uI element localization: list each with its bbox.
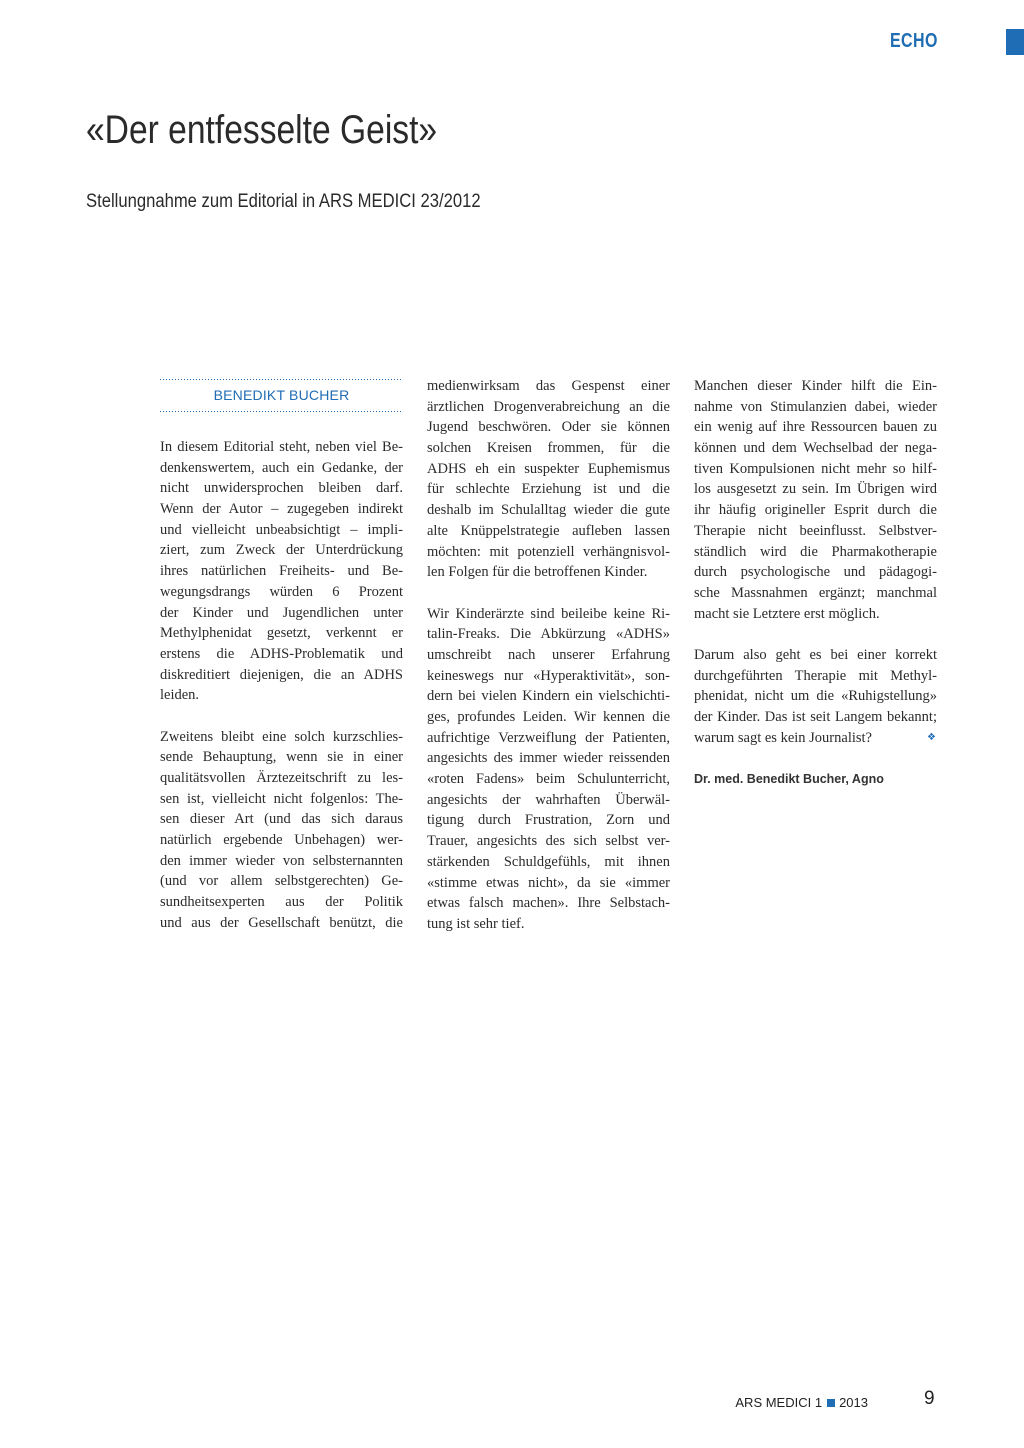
body-text-line: Jugend beschwören. Oder sie können bbox=[427, 419, 670, 436]
body-text-line: sen dieser Art (und das sich daraus bbox=[160, 811, 403, 828]
body-text-line: dern bei vielen Kindern ein vielschichti- bbox=[427, 688, 670, 705]
footer-year: 2013 bbox=[839, 1395, 868, 1410]
body-text-line: talin-Freaks. Die Abkürzung «ADHS» bbox=[427, 626, 670, 643]
body-text-line: stärkenden Schuldgefühls, mit ihnen bbox=[427, 853, 670, 870]
body-text-line: nicht unwidersprochen bleiben darf. bbox=[160, 480, 403, 497]
body-text-line: los ausgesetzt zu sein. Im Übrigen wird bbox=[694, 481, 937, 498]
text-column-2 bbox=[427, 376, 670, 955]
body-text-line: tung ist sehr tief. bbox=[427, 915, 525, 932]
body-text-line: ihres natürlichen Freiheits- und Be- bbox=[160, 563, 403, 580]
body-text-line: erstens die ADHS-Problematik und bbox=[160, 645, 403, 662]
body-text-line: angesichts des immer wieder reissenden bbox=[427, 750, 670, 767]
column-body bbox=[694, 376, 937, 748]
section-label: ECHO bbox=[890, 30, 938, 52]
body-text-line: sen ist, vielleicht nicht folgenlos: The- bbox=[160, 790, 403, 807]
body-text-line: ärztlichen Drogenverabreichung an die bbox=[427, 398, 670, 415]
body-paragraph bbox=[160, 437, 403, 706]
body-text-line: diskreditiert diejenigen, die an ADHS bbox=[160, 666, 403, 683]
article-title: «Der entfesselte Geist» bbox=[86, 108, 438, 152]
body-text-line: len Folgen für die betroffenen Kinder. bbox=[427, 564, 648, 581]
body-text-line: «roten Fadens» beim Schulunterricht, bbox=[427, 771, 670, 788]
body-text-line: tigung durch Frustration, Zorn und bbox=[427, 812, 670, 829]
body-text-line: alte Knüppelstrategie aufleben lassen bbox=[427, 522, 670, 539]
column-body bbox=[427, 376, 670, 935]
footer-journal-name: ARS MEDICI 1 bbox=[735, 1395, 823, 1410]
body-text-line: Therapie nicht beeinflusst. Selbstver- bbox=[694, 522, 937, 539]
byline-rule-bottom bbox=[160, 411, 403, 412]
body-text-line: Trauer, angesichts des sich selbst ver- bbox=[427, 833, 670, 850]
body-text-line: keineswegs nur «Hyperaktivität», son- bbox=[427, 667, 670, 684]
byline bbox=[160, 379, 403, 412]
body-text-line: durchgeführten Therapie mit Methyl- bbox=[694, 667, 937, 684]
body-text-line: ein wenig auf ihre Ressourcen bauen zu bbox=[694, 419, 937, 436]
body-text-line: nahme von Stimulanzien dabei, wieder bbox=[694, 398, 937, 415]
body-text-line: und vielleicht unbeabsichtigt – impli- bbox=[160, 521, 403, 538]
body-text-line: medienwirksam das Gespenst einer bbox=[427, 378, 670, 394]
body-text-line: qualitätsvollen Ärztezeitschrift zu les- bbox=[160, 770, 403, 786]
body-text-line: Darum also geht es bei einer korrekt bbox=[694, 646, 937, 663]
body-text-line: ges, profundes Leiden. Wir kennen die bbox=[427, 709, 670, 725]
body-text-line: sche Massnahmen ergänzt; manchmal bbox=[694, 584, 937, 601]
body-text-line: ihr häufig origineller Esprit durch die bbox=[694, 502, 937, 519]
page-number: 9 bbox=[924, 1388, 935, 1409]
body-text-line: ständlich wird die Pharmakotherapie bbox=[694, 543, 937, 560]
body-text-line: für schlechte Erziehung ist und die bbox=[427, 481, 670, 498]
body-text-line: denkenswertem, auch ein Gedanke, der bbox=[160, 459, 403, 476]
body-text-line: sundheitsexperten aus der Politik bbox=[160, 894, 403, 911]
body-text-line: deshalb im Schulalltag wieder die gute bbox=[427, 502, 670, 519]
body-paragraph bbox=[694, 376, 937, 624]
body-text-line: «stimme etwas nicht», da sie «immer bbox=[427, 874, 670, 891]
text-column-3 bbox=[694, 376, 937, 790]
text-column-1 bbox=[160, 379, 403, 954]
body-paragraph bbox=[427, 376, 670, 583]
body-text-line: Wir Kinderärzte sind beileibe keine Ri- bbox=[427, 605, 670, 622]
body-text-line: angesichts der wahrhaften Überwäl- bbox=[427, 791, 670, 808]
body-text-line: etwas falsch machen». Ihre Selbstach- bbox=[427, 895, 670, 912]
body-text-line: tiven Kompulsionen nicht mehr so hilf- bbox=[694, 460, 937, 477]
column-body bbox=[160, 437, 403, 934]
body-text-line: solchen Kreisen frommen, für die bbox=[427, 440, 670, 457]
body-paragraph bbox=[694, 645, 937, 748]
body-text-line: möchten: mit potenziell verhängnisvol- bbox=[427, 543, 670, 560]
body-text-line: wegungsdrangs würden 6 Prozent bbox=[160, 583, 403, 600]
body-text-line: umschreibt nach unserer Erfahrung bbox=[427, 646, 670, 663]
body-paragraph bbox=[160, 727, 403, 934]
body-text-line: Methylphenidat gesetzt, verkennt er bbox=[160, 625, 403, 642]
body-text-line: warum sagt es kein Journalist? ❖ bbox=[694, 728, 937, 749]
body-paragraph bbox=[427, 604, 670, 935]
body-text-line: ADHS eh ein suspekter Euphemismus bbox=[427, 460, 670, 477]
body-text-line: In diesem Editorial steht, neben viel Be- bbox=[160, 439, 403, 455]
body-text-line: (und vor allem selbstgerechten) Ge- bbox=[160, 873, 403, 890]
body-text-line: Zweitens bleibt eine solch kurzschlies- bbox=[160, 728, 403, 745]
body-text-line: der Kinder und Jugendlichen unter bbox=[160, 604, 403, 621]
body-text-line: der Kinder. Das ist seit Langem bekannt; bbox=[694, 709, 937, 725]
author-name: BENEDIKT BUCHER bbox=[213, 387, 350, 403]
body-text-line: macht sie Letztere erst möglich. bbox=[694, 605, 880, 622]
section-marker bbox=[1006, 29, 1024, 55]
footer-issue bbox=[735, 1396, 868, 1410]
body-text-line: sende Behauptung, wenn sie in einer bbox=[160, 749, 403, 766]
body-text-line: können und dem Wechselbad der nega- bbox=[694, 440, 937, 457]
body-text-line: phenidat, nicht um die «Ruhigstellung» bbox=[694, 688, 937, 705]
author-signature: Dr. med. Benedikt Bucher, Agno bbox=[694, 772, 884, 787]
body-text-line: aufrichtige Verzweiflung der Patienten, bbox=[427, 729, 670, 746]
article-subtitle: Stellungnahme zum Editorial in ARS MEDICI 23/2012 bbox=[86, 191, 481, 212]
body-text-line: durch psychologische und pädagogi- bbox=[694, 564, 937, 581]
body-text-line: Manchen dieser Kinder hilft die Ein- bbox=[694, 378, 937, 394]
body-text-line: den immer wieder von selbsternannten bbox=[160, 852, 403, 869]
body-text-line: natürlich ergebende Unbehagen) wer- bbox=[160, 832, 403, 849]
body-text-line: ziert, zum Zweck der Unterdrückung bbox=[160, 542, 403, 559]
end-mark-icon bbox=[927, 728, 936, 749]
footer-separator-square bbox=[827, 1399, 835, 1407]
body-text-line: und aus der Gesellschaft benützt, die bbox=[160, 914, 403, 931]
body-text-line: Wenn der Autor – zugegeben indirekt bbox=[160, 501, 403, 518]
body-text-line: leiden. bbox=[160, 687, 200, 704]
